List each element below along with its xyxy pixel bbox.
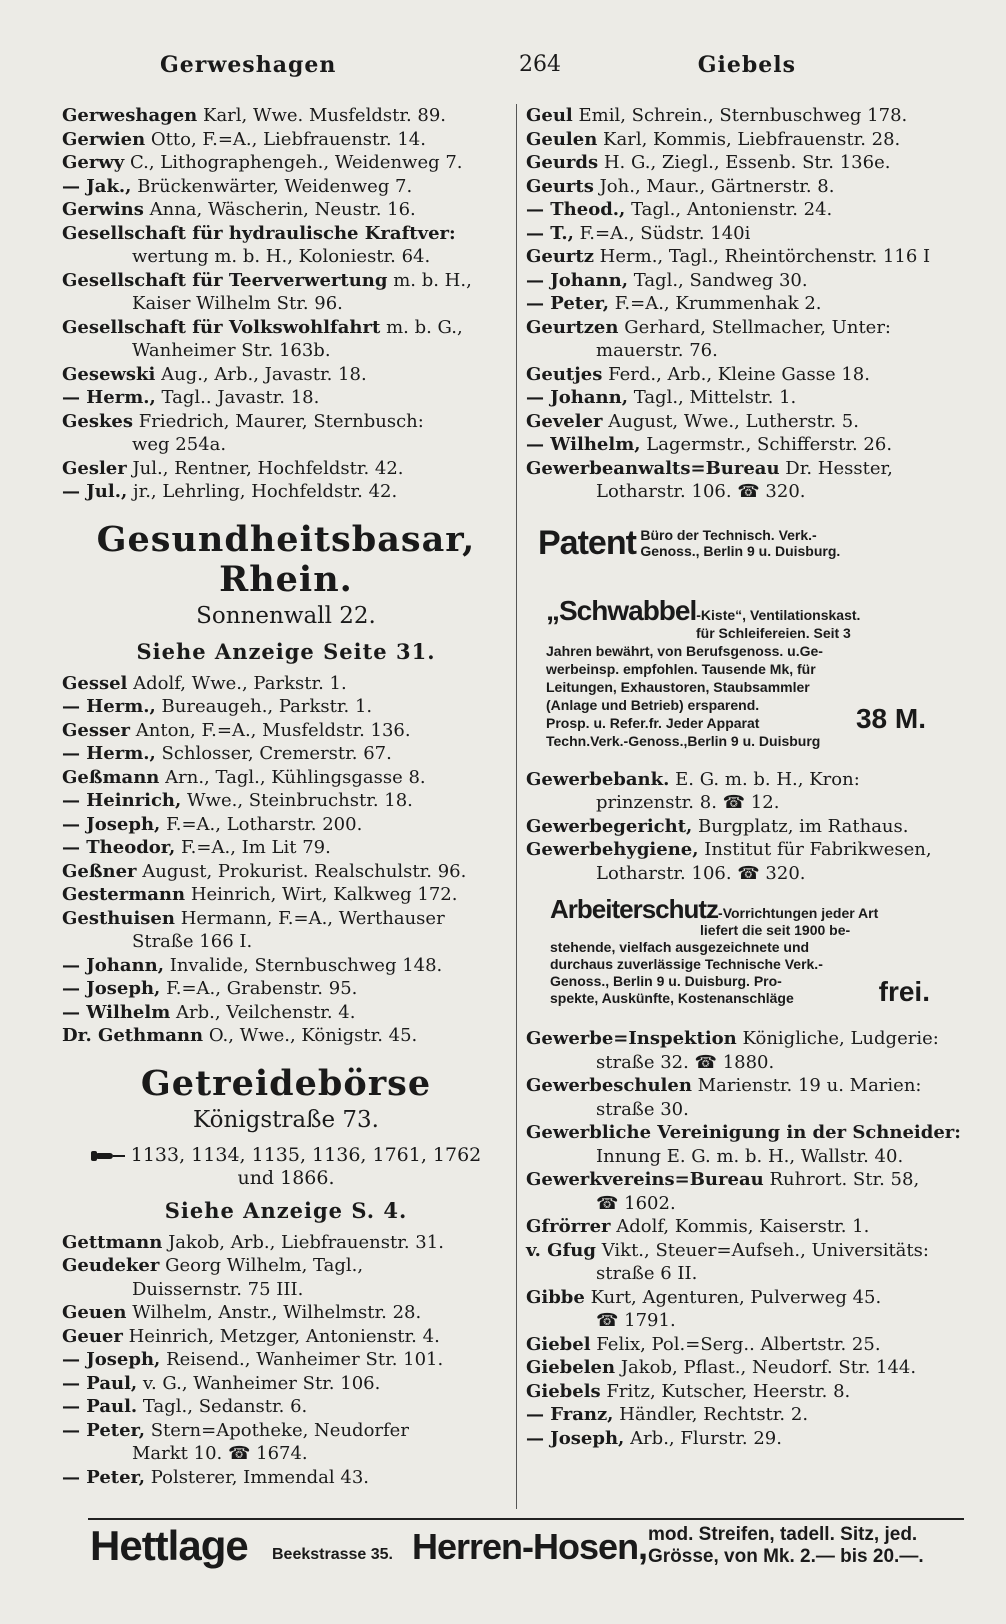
entry-details: Arn., Tagl., Kühlingsgasse 8. [165, 766, 426, 788]
directory-entry [62, 742, 510, 766]
directory-entry [526, 838, 966, 885]
entry-name: — Herm., [62, 743, 156, 764]
schwabbel-ad-line7: Prosp. u. Refer.fr. Jeder Apparat [546, 714, 760, 731]
entry-name: Geurds [526, 152, 599, 173]
entry-details: Brückenwärter, Weidenweg 7. [137, 175, 413, 197]
entry-name: Geudeker [62, 1255, 160, 1276]
entry-name: Gerwy [62, 152, 125, 173]
directory-entry [62, 954, 510, 978]
entry-details: Friedrich, Maurer, Sternbusch: [138, 410, 424, 432]
entry-name: — Peter, [62, 1466, 145, 1488]
entry-details: F.=A., Grabenstr. 95. [166, 978, 358, 999]
directory-entry [526, 1027, 966, 1074]
entry-name: Gewerkvereins=Bureau [526, 1169, 764, 1190]
entry-name: — Joseph, [62, 1349, 161, 1370]
entry-continuation: ☎ 1791. [596, 1310, 676, 1331]
directory-entry [62, 1231, 510, 1255]
arbeiterschutz-ad-line5: Genoss., Berlin 9 u. Duisburg. Pro- [550, 973, 782, 989]
patent-ad [538, 524, 966, 584]
directory-entry [62, 813, 510, 837]
entry-name: Dr. Gethmann [62, 1025, 204, 1046]
entry-name: — Herm., [62, 387, 156, 408]
entry-name: Gewerbehygiene, [526, 839, 699, 860]
directory-entry [526, 1356, 966, 1380]
getreideboerse-street: Königstraße 73. [193, 1106, 379, 1133]
entry-details: August, Prokurist. Realschulstr. 96. [142, 860, 467, 882]
left-mid-list [62, 672, 510, 1048]
entry-name: Geskes [62, 410, 134, 432]
entry-details: Heinrich, Wirt, Kalkweg 172. [190, 884, 458, 905]
directory-entry [62, 316, 510, 363]
entry-details: Tagl.. Javastr. 18. [161, 387, 320, 408]
directory-entry [62, 175, 510, 199]
entry-details: Hermann, F.=A., Werthauser [180, 907, 445, 929]
entry-name: — Heinrich, [62, 790, 182, 811]
entry-name: Gessel [62, 672, 128, 694]
left-bottom-list [62, 1231, 510, 1490]
entry-name: Gerweshagen [62, 105, 198, 126]
entry-name: Giebels [526, 1380, 601, 1402]
entry-details: Jakob, Arb., Liebfrauenstr. 31. [168, 1231, 444, 1253]
entry-details: Karl, Kommis, Liebfrauenstr. 28. [603, 128, 901, 150]
page-header [60, 52, 966, 92]
entry-name: Gewerbegericht, [526, 815, 693, 837]
directory-entry [62, 766, 510, 790]
hettlage-brand: Hettlage [90, 1522, 248, 1569]
entry-details: Georg Wilhelm, Tagl., [165, 1255, 364, 1276]
directory-entry [62, 457, 510, 481]
entry-continuation: straße 32. ☎ 1880. [596, 1051, 775, 1073]
entry-details: Lagermstr., Schifferstr. 26. [646, 434, 893, 455]
entry-name: — T., [526, 222, 574, 244]
schwabbel-ad-price: 38 M. [855, 702, 926, 734]
entry-name: Gewerbeschulen [526, 1075, 692, 1096]
entry-name: Gesellschaft für Volkswohlfahrt [62, 316, 381, 338]
entry-details: Invalide, Sternbuschweg 148. [169, 954, 443, 976]
entry-name: — Johann, [62, 954, 164, 976]
directory-entry [62, 789, 510, 813]
entry-details: Anna, Wäscherin, Neustr. 16. [149, 199, 416, 220]
directory-entry [62, 1419, 510, 1466]
entry-name: Gerwins [62, 199, 144, 220]
entry-details: Vikt., Steuer=Aufseh., Universitäts: [601, 1239, 929, 1261]
entry-continuation: Wanheimer Str. 163b. [132, 340, 331, 361]
right-bottom-list [526, 1027, 966, 1450]
getreideboerse-see: Siehe Anzeige S. 4. [164, 1197, 408, 1223]
entry-details: Arb., Veilchenstr. 4. [176, 1001, 356, 1023]
entry-name: — Joseph, [62, 813, 161, 835]
directory-entry [526, 245, 966, 269]
entry-name: — Jak., [62, 175, 132, 197]
entry-details: Polsterer, Immendal 43. [150, 1466, 369, 1488]
entry-details: Reisend., Wanheimer Str. 101. [166, 1349, 444, 1370]
directory-entry [62, 977, 510, 1001]
patent-ad-text [640, 527, 840, 559]
entry-continuation: Lotharstr. 106. ☎ 320. [596, 481, 806, 502]
directory-entry [62, 363, 510, 387]
hettlage-desc-line2: Grösse, von Mk. 2.— bis 20.—. [648, 1546, 924, 1567]
entry-name: Geßmann [62, 766, 160, 788]
directory-entry [526, 410, 966, 434]
entry-name: v. Gfug [526, 1239, 596, 1261]
entry-details: F.=A., Südstr. 140i [579, 222, 751, 244]
entry-name: Gesewski [62, 363, 156, 385]
directory-entry [62, 860, 510, 884]
hettlage-product: Herren-Hosen, [412, 1526, 648, 1567]
entry-details: Schlosser, Cremerstr. 67. [161, 743, 392, 764]
entry-name: Gerwien [62, 128, 146, 150]
entry-details: E. G. m. b. H., Kron: [675, 768, 860, 790]
entry-details: O., Wwe., Königstr. 45. [208, 1025, 418, 1046]
directory-entry [526, 815, 966, 839]
entry-details: Wilhelm, Anstr., Wilhelmstr. 28. [132, 1302, 422, 1323]
directory-entry [526, 1239, 966, 1286]
entry-name: — Theodor, [62, 837, 176, 858]
entry-details: Arb., Flurstr. 29. [630, 1427, 782, 1449]
right-mid-list [526, 768, 966, 886]
directory-entry [526, 1427, 966, 1451]
entry-details: Stern=Apotheke, Neudorfer [150, 1419, 409, 1441]
getreideboerse-phones [62, 1144, 510, 1191]
entry-details: Felix, Pol.=Serg.. Albertstr. 25. [596, 1333, 881, 1355]
entry-details: Wwe., Steinbruchstr. 18. [187, 790, 413, 811]
entry-details: Ruhrort. Str. 58, [769, 1169, 920, 1190]
directory-entry [526, 292, 966, 316]
entry-details: Karl, Wwe. Musfeldstr. 89. [203, 105, 447, 126]
entry-continuation: Duissernstr. 75 III. [132, 1278, 304, 1300]
entry-details: m. b. G., [386, 316, 463, 338]
directory-entry [62, 672, 510, 696]
entry-name: Gesthuisen [62, 907, 175, 929]
directory-entry [526, 768, 966, 815]
directory-entry [62, 1348, 510, 1372]
arbeiterschutz-ad-line4: durchaus zuverlässige Technische Verk.- [550, 956, 823, 972]
entry-details: Tagl., Sandweg 30. [633, 269, 808, 291]
directory-entry [62, 1301, 510, 1325]
directory-entry [526, 175, 966, 199]
entry-details: August, Wwe., Lutherstr. 5. [608, 410, 859, 432]
directory-entry [62, 1372, 510, 1396]
entry-continuation: weg 254a. [132, 434, 227, 455]
entry-name: Gewerbe=Inspektion [526, 1028, 737, 1049]
entry-name: Gesellschaft für hydraulische Kraftver: [62, 222, 456, 244]
entry-name: — Wilhelm, [526, 434, 641, 455]
entry-name: Gesser [62, 719, 131, 741]
patent-ad-word: Patent [538, 523, 636, 562]
left-column [62, 104, 510, 1489]
entry-continuation: straße 30. [596, 1098, 689, 1120]
entry-details: Fritz, Kutscher, Heerstr. 8. [606, 1380, 851, 1402]
directory-entry [62, 269, 510, 316]
directory-entry [526, 104, 966, 128]
right-column [526, 104, 966, 1450]
directory-entry [526, 433, 966, 457]
directory-entry [526, 269, 966, 293]
entry-name: Geßner [62, 860, 137, 882]
header-left: Gerweshagen [160, 52, 337, 78]
entry-details: m. b. H., [393, 269, 472, 291]
arbeiterschutz-ad-line1: -Vorrichtungen jeder Art [718, 905, 879, 921]
entry-name: Gewerbebank. [526, 768, 670, 790]
entry-name: — Franz, [526, 1404, 614, 1425]
entry-continuation: Kaiser Wilhelm Str. 96. [132, 293, 343, 314]
entry-name: — Herm., [62, 696, 156, 717]
gesundheitsbasar-title: Gesundheitsbasar, Rhein. [96, 518, 476, 600]
entry-name: — Joseph, [526, 1427, 625, 1449]
entry-details: Anton, F.=A., Musfeldstr. 136. [135, 719, 411, 741]
entry-details: Ferd., Arb., Kleine Gasse 18. [608, 363, 870, 385]
schwabbel-ad-line5: Leitungen, Exhaustoren, Staubsammler [546, 678, 810, 695]
entry-details: Tagl., Mittelstr. 1. [633, 387, 797, 408]
patent-ad-line1: Büro der Technisch. Verk.- [640, 527, 817, 543]
directory-entry [62, 151, 510, 175]
entry-name: — Joseph, [62, 978, 161, 999]
column-divider [516, 104, 517, 1509]
hettlage-ad [90, 1522, 970, 1582]
directory-entry [62, 1254, 510, 1301]
entry-name: Gestermann [62, 884, 186, 905]
arbeiterschutz-ad-brand: Arbeiterschutz [550, 894, 719, 924]
directory-entry [526, 1333, 966, 1357]
directory-entry [62, 222, 510, 269]
page-number: 264 [519, 52, 561, 77]
entry-details: Institut für Fabrikwesen, [704, 839, 932, 860]
directory-entry [526, 222, 966, 246]
schwabbel-ad-line3: Jahren bewährt, von Berufsgenoss. u.Ge- [546, 642, 823, 659]
entry-continuation: Markt 10. ☎ 1674. [132, 1443, 308, 1464]
entry-name: — Johann, [526, 387, 628, 408]
directory-entry [62, 719, 510, 743]
entry-name: Gesellschaft für Teerverwertung [62, 269, 388, 291]
directory-entry [62, 128, 510, 152]
entry-name: Gfrörrer [526, 1216, 611, 1237]
right-top-list [526, 104, 966, 504]
entry-details: C., Lithographengeh., Weidenweg 7. [130, 152, 463, 173]
entry-continuation: Straße 166 I. [132, 931, 253, 952]
entry-details: Königliche, Ludgerie: [742, 1028, 939, 1049]
entry-details: Otto, F.=A., Liebfrauenstr. 14. [150, 128, 426, 150]
directory-entry [526, 1380, 966, 1404]
header-right: Giebels [697, 52, 796, 78]
hettlage-desc-line1: mod. Streifen, tadell. Sitz, jed. [648, 1524, 918, 1545]
entry-continuation: wertung m. b. H., Koloniestr. 64. [132, 246, 431, 267]
gesundheitsbasar-street: Sonnenwall 22. [196, 602, 376, 629]
entry-name: — Peter, [526, 293, 609, 314]
getreideboerse-phone-list-2: und 1866. [237, 1167, 335, 1189]
entry-details: jr., Lehrling, Hochfeldstr. 42. [132, 481, 398, 502]
entry-name: — Wilhelm [62, 1001, 171, 1023]
entry-continuation: Innung E. G. m. b. H., Wallstr. 40. [596, 1145, 904, 1167]
entry-details: H. G., Ziegl., Essenb. Str. 136e. [603, 152, 891, 173]
entry-details: Herm., Tagl., Rheintörchenstr. 116 I [599, 246, 931, 267]
directory-entry [62, 1001, 510, 1025]
entry-details: Emil, Schrein., Sternbuschweg 178. [578, 105, 908, 126]
schwabbel-ad-brand: „Schwabbel [546, 594, 697, 626]
directory-entry [526, 1286, 966, 1333]
entry-name: — Paul. [62, 1396, 138, 1417]
directory-entry [62, 1325, 510, 1349]
directory-entry [62, 695, 510, 719]
entry-details: Adolf, Wwe., Parkstr. 1. [133, 672, 347, 694]
entry-details: Aug., Arb., Javastr. 18. [161, 363, 367, 385]
directory-entry [526, 1074, 966, 1121]
entry-name: Giebelen [526, 1357, 616, 1378]
getreideboerse-title: Getreidebörse [140, 1062, 432, 1104]
entry-name: Geurts [526, 175, 594, 197]
directory-entry [526, 1403, 966, 1427]
directory-entry [62, 1024, 510, 1048]
directory-entry [526, 386, 966, 410]
directory-entry [62, 198, 510, 222]
entry-details: Marienstr. 19 u. Marien: [697, 1075, 922, 1096]
entry-name: — Paul, [62, 1372, 138, 1394]
entry-details: Joh., Maur., Gärtnerstr. 8. [599, 175, 835, 197]
entry-details: Händler, Rechtstr. 2. [619, 1404, 809, 1425]
entry-details: Dr. Hesster, [785, 457, 893, 479]
directory-entry [62, 1466, 510, 1490]
patent-ad-line2: Genoss., Berlin 9 u. Duisburg. [640, 543, 841, 559]
directory-entry [62, 836, 510, 860]
entry-details: Jul., Rentner, Hochfeldstr. 42. [132, 457, 404, 479]
arbeiterschutz-ad-line3: stehende, vielfach ausgezeichnete und [550, 939, 810, 955]
hettlage-description [648, 1524, 924, 1568]
entry-details: Tagl., Antonienstr. 24. [631, 199, 833, 220]
directory-entry [62, 883, 510, 907]
entry-details: Gerhard, Stellmacher, Unter: [624, 316, 891, 338]
entry-continuation: Lotharstr. 106. ☎ 320. [596, 862, 806, 884]
entry-name: Geurtz [526, 246, 594, 267]
entry-continuation: straße 6 II. [596, 1263, 698, 1284]
hettlage-address: Beekstrasse 35. [272, 1546, 393, 1563]
entry-details: Kurt, Agenturen, Pulverweg 45. [590, 1286, 882, 1308]
entry-details: Bureaugeh., Parkstr. 1. [161, 696, 373, 717]
directory-entry [62, 480, 510, 504]
directory-entry [526, 198, 966, 222]
bottom-rule [88, 1518, 964, 1520]
entry-name: Gewerbliche Vereinigung in der Schneider: [526, 1122, 961, 1143]
directory-entry [526, 1215, 966, 1239]
entry-name: Geuer [62, 1325, 123, 1347]
schwabbel-ad-line2: für Schleifereien. Seit 3 [696, 624, 851, 641]
entry-details: Heinrich, Metzger, Antonienstr. 4. [128, 1325, 440, 1347]
entry-name: Gettmann [62, 1231, 163, 1253]
entry-name: Gewerbeanwalts=Bureau [526, 457, 780, 479]
entry-name: Gibbe [526, 1286, 585, 1308]
directory-entry [526, 151, 966, 175]
entry-details: Adolf, Kommis, Kaiserstr. 1. [616, 1216, 870, 1237]
entry-name: Gesler [62, 457, 127, 479]
schwabbel-ad-line1: -Kiste“, Ventilationskast. [696, 606, 861, 623]
directory-entry [62, 1395, 510, 1419]
directory-entry [526, 363, 966, 387]
arbeiterschutz-ad-frei: frei. [878, 976, 930, 1007]
directory-entry [526, 1168, 966, 1215]
entry-name: — Jul., [62, 481, 128, 502]
left-top-list [62, 104, 510, 504]
entry-continuation: prinzenstr. 8. ☎ 12. [596, 792, 780, 813]
arbeiterschutz-ad-line2: liefert die seit 1900 be- [700, 922, 851, 938]
entry-continuation: ☎ 1602. [596, 1192, 676, 1214]
entry-details: F.=A., Krummenhak 2. [614, 293, 822, 314]
directory-entry [526, 128, 966, 152]
schwabbel-ad-line8: Techn.Verk.-Genoss.,Berlin 9 u. Duisburg [546, 732, 821, 749]
arbeiterschutz-ad [550, 894, 966, 1007]
entry-details: F.=A., Lotharstr. 200. [166, 813, 363, 835]
entry-name: Geutjes [526, 363, 603, 385]
entry-name: Geveler [526, 410, 603, 432]
arbeiterschutz-ad-line6: spekte, Auskünfte, Kostenanschläge [550, 990, 794, 1006]
entry-details: F.=A., Im Lit 79. [180, 837, 331, 858]
telephone-icon [91, 1150, 125, 1162]
entry-name: Geuen [62, 1302, 127, 1323]
schwabbel-ad-line6: (Anlage und Betrieb) ersparend. [546, 696, 760, 713]
entry-name: — Johann, [526, 269, 628, 291]
entry-details: Burgplatz, im Rathaus. [698, 815, 909, 837]
entry-name: Geul [526, 105, 573, 126]
getreideboerse-phone-list: 1133, 1134, 1135, 1136, 1761, 1762 [130, 1143, 482, 1166]
entry-name: Giebel [526, 1333, 591, 1355]
entry-continuation: mauerstr. 76. [596, 340, 718, 361]
gesundheitsbasar-see: Siehe Anzeige Seite 31. [136, 638, 436, 664]
directory-entry [62, 104, 510, 128]
entry-details: v. G., Wanheimer Str. 106. [142, 1372, 381, 1394]
entry-details: Tagl., Sedanstr. 6. [142, 1396, 308, 1417]
schwabbel-ad-line4: werbeinsp. empfohlen. Tausende Mk, für [546, 660, 816, 677]
entry-name: — Peter, [62, 1419, 145, 1441]
directory-entry [526, 1121, 966, 1168]
directory-entry [62, 410, 510, 457]
entry-details: Jakob, Pflast., Neudorf. Str. 144. [620, 1357, 917, 1378]
schwabbel-ad [546, 594, 966, 750]
directory-entry [526, 316, 966, 363]
entry-name: — Theod., [526, 199, 626, 220]
directory-entry [62, 907, 510, 954]
directory-entry [526, 457, 966, 504]
entry-name: Geulen [526, 128, 598, 150]
entry-name: Geurtzen [526, 316, 619, 338]
directory-entry [62, 386, 510, 410]
